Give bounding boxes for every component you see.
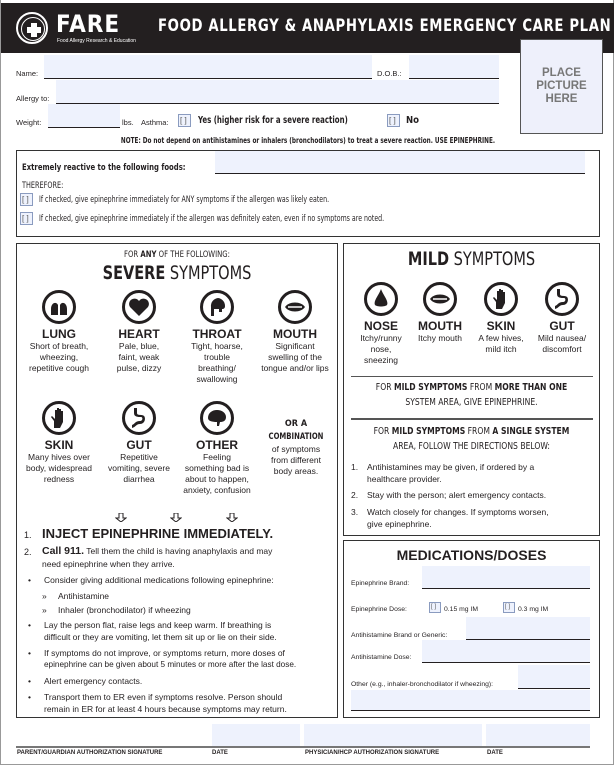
down-arrow-icon (170, 513, 182, 522)
asthma-no-label: No (406, 115, 420, 126)
dob-label: D.O.B.: (377, 69, 402, 78)
page-title: FOOD ALLERGY & ANAPHYLAXIS EMERGENCY CARE PLAN (158, 16, 612, 36)
antihist-dose-label: Antihistamine Dose: (351, 654, 412, 661)
weight-underline (48, 127, 120, 128)
text: OR A (284, 419, 308, 429)
antihist-dose-field[interactable] (422, 640, 590, 662)
dob-underline (409, 78, 499, 79)
text: sneezing (363, 355, 399, 365)
text: Tight, hoarse, (191, 341, 243, 351)
weight-unit: lbs. (122, 118, 134, 127)
asthma-yes-label: Yes (higher risk for a severe reaction) (198, 115, 348, 126)
text: swelling of the (268, 352, 322, 362)
text: diarrhea (123, 474, 155, 484)
text: wheezing, (39, 352, 79, 362)
text: THROAT (192, 327, 242, 341)
photo-line: PLACE (542, 67, 581, 79)
text: repetitive cough (28, 363, 89, 373)
symptom-text (177, 341, 257, 385)
text: MILD SYMPTOMS (393, 382, 468, 393)
text: COMBINATION (268, 432, 324, 442)
text: Itchy/runny (360, 333, 402, 343)
medications-title: MEDICATIONS/DOSES (396, 547, 547, 563)
symptom-text (177, 452, 257, 496)
symptom-text (257, 444, 335, 477)
antihist-dose-underline (422, 662, 590, 663)
severe-intro (27, 250, 326, 260)
dose-015-label: 0.15 mg IM (444, 606, 478, 613)
text: discomfort (542, 344, 582, 354)
call-911-step-line2: need epinephrine when they arrive. (42, 559, 175, 569)
text: Watch closely for changes. If symptoms worsen, (367, 507, 549, 517)
logo-subtitle: Food Allergy Research & Education (57, 38, 136, 44)
text: SKIN (486, 319, 516, 333)
inject-epinephrine-step: INJECT EPINEPHRINE IMMEDIATELY. (42, 526, 274, 541)
heart-icon (122, 290, 156, 324)
mouth-icon (423, 282, 457, 316)
other-underline (518, 688, 590, 689)
text: Stay with the person; alert emergency contacts. (367, 490, 547, 500)
text: ANY (140, 250, 157, 260)
text: healthcare provider. (367, 474, 442, 484)
text: Short of breath, (29, 341, 89, 351)
mouth-icon (278, 290, 312, 324)
asthma-label: Asthma: (141, 118, 169, 127)
text: Repetitive (120, 452, 158, 462)
definitely-eaten-label: If checked, give epinephrine immediately if the allergen was definitely eaten, even if no symptoms are noted. (39, 214, 385, 224)
text: nose, (370, 344, 392, 354)
parent-signature-label: PARENT/GUARDIAN AUTHORIZATION SIGNATURE (17, 750, 163, 756)
text: FROM (465, 426, 493, 437)
lung-icon (42, 290, 76, 324)
mild-single-system (362, 426, 580, 437)
symptom-text (253, 341, 337, 374)
dose-015-checkbox[interactable]: [ ] (429, 602, 441, 613)
text: If symptoms do not improve, or symptoms return, more doses of (44, 648, 285, 658)
text: Mild nausea/ (537, 333, 587, 343)
other-field[interactable] (518, 665, 590, 688)
date2-field[interactable] (486, 724, 590, 746)
therefore-label: THEREFORE: (22, 181, 64, 191)
text: difficult or they are vomiting, let them sit up or lie on their side. (44, 632, 277, 642)
text: Antihistamine (58, 591, 110, 601)
physician-signature-label: PHYSICIAN/HCP AUTHORIZATION SIGNATURE (305, 750, 440, 756)
text: vomiting, severe (108, 463, 170, 473)
nose-icon (364, 282, 398, 316)
symptom-text (19, 341, 99, 374)
weight-label: Weight: (16, 118, 42, 127)
text: faint, weak (118, 352, 160, 362)
gut-stomach-icon (122, 401, 156, 435)
text: body, widespread (26, 463, 92, 473)
physician-signature-field[interactable] (304, 724, 482, 746)
signature-line (16, 746, 590, 748)
photo-line: HERE (545, 93, 578, 105)
text: Itchy mouth (418, 333, 462, 343)
text: » (42, 605, 47, 615)
text: remain in ER for at least 4 hours because symptoms may return. (44, 704, 287, 714)
symptom-text (409, 333, 471, 344)
mild-single-system-line2: AREA, FOLLOW THE DIRECTIONS BELOW: (392, 441, 551, 452)
likely-eaten-label: If checked, give epinephrine immediately for ANY symptoms if the allergen was likely eaten. (39, 195, 330, 205)
epi-brand-field[interactable] (422, 566, 590, 588)
text: epinephrine can be given about 5 minutes or more after the last dose. (44, 660, 297, 669)
text: Lay the person flat, raise legs and keep warm. If breathing is (44, 620, 272, 630)
gut-stomach-icon (545, 282, 579, 316)
text: OF THE FOLLOWING: (156, 250, 230, 260)
name-label: Name: (16, 69, 39, 78)
symptom-text (99, 341, 179, 374)
step-number: 1. (24, 530, 32, 540)
text: body areas. (273, 466, 319, 476)
skin-hand-icon (42, 401, 76, 435)
likely-eaten-checkbox[interactable]: [ ] (20, 193, 33, 206)
photo-line: PICTURE (536, 80, 587, 92)
other-underline-2 (351, 710, 590, 711)
mild-title (362, 248, 580, 270)
severe-lung (19, 290, 99, 374)
text: SYMPTOMS (449, 248, 536, 270)
text: MILD (407, 248, 450, 270)
severe-mouth (253, 290, 337, 374)
epinephrine-note: NOTE: Do not depend on antihistamines or inhalers (bronchodilators) to treat a severe reaction. USE EPINEPHRINE. (120, 136, 496, 145)
text: Consider giving additional medications following epinephrine: (44, 575, 274, 585)
severe-skin (19, 401, 99, 485)
dose-03-label: 0.3 mg IM (518, 606, 549, 613)
text: anxiety, confusion (183, 485, 251, 495)
allergy-field[interactable] (56, 80, 499, 103)
text: HEART (118, 327, 160, 341)
text: • (28, 676, 31, 686)
text: OTHER (196, 438, 238, 452)
severe-heart (99, 290, 179, 374)
definitely-eaten-checkbox[interactable]: [ ] (20, 212, 33, 225)
text: GUT (549, 319, 575, 333)
text: about to happen, (185, 474, 249, 484)
photo-placeholder[interactable] (520, 39, 603, 134)
antihist-brand-field[interactable] (466, 617, 590, 639)
mild-more-than-one (362, 382, 580, 393)
mild-nose (351, 282, 411, 366)
allergy-label: Allergy to: (16, 94, 50, 103)
text: 1. (351, 462, 359, 472)
dose-03-checkbox[interactable]: [ ] (503, 602, 515, 613)
other-field-line2[interactable] (351, 690, 590, 710)
symptom-text (471, 333, 531, 355)
severe-combination (257, 418, 335, 477)
text: FOR (124, 250, 141, 260)
text: Pale, blue, (118, 341, 160, 351)
text: 2. (351, 490, 359, 500)
reactive-foods-field[interactable] (215, 151, 585, 173)
text: SYMPTOMS (165, 262, 252, 284)
severe-throat (177, 290, 257, 385)
text: GUT (126, 438, 152, 452)
text: mild itch (485, 344, 517, 354)
text: from different (271, 455, 321, 465)
text: • (28, 575, 31, 585)
symptom-text (19, 452, 99, 485)
text: Significant (275, 341, 315, 351)
logo-text: FARE (56, 10, 120, 38)
text: Alert emergency contacts. (44, 676, 143, 686)
epi-brand-underline (422, 588, 590, 589)
text: breathing/ (198, 363, 236, 373)
mild-skin (471, 282, 531, 355)
text: SKIN (44, 438, 74, 452)
text: MILD SYMPTOMS (391, 426, 466, 437)
text: • (28, 692, 31, 702)
down-arrow-icon (226, 513, 238, 522)
text: » (42, 591, 47, 601)
text: • (28, 648, 31, 658)
text: A SINGLE SYSTEM (492, 426, 570, 437)
text: of symptoms (271, 444, 321, 454)
antihist-brand-label: Antihistamine Brand or Generic: (351, 632, 448, 639)
text: give epinephrine. (367, 519, 432, 529)
asthma-yes-checkbox[interactable]: [ ] (178, 114, 191, 127)
text: Transport them to ER even if symptoms resolve. Person should (44, 692, 283, 702)
severe-gut (99, 401, 179, 485)
brain-icon (200, 401, 234, 435)
date2-label: DATE (487, 750, 503, 756)
step-number: 2. (24, 547, 32, 557)
text: LUNG (42, 327, 76, 341)
severe-title (27, 262, 326, 284)
dob-field[interactable] (409, 55, 499, 78)
severe-other (177, 401, 257, 496)
divider (351, 418, 593, 420)
text: Tell them the child is having anaphylaxis and may (84, 546, 273, 556)
text: tongue and/or lips (261, 363, 329, 373)
text: MOUTH (273, 327, 317, 341)
mild-more-than-one-line2: SYSTEM AREA, GIVE EPINEPHRINE. (405, 397, 538, 408)
text: FOR (375, 382, 394, 393)
text: FOR (373, 426, 392, 437)
mild-gut (531, 282, 593, 355)
throat-icon (200, 290, 234, 324)
epi-brand-label: Epinephrine Brand: (351, 580, 410, 587)
asthma-no-checkbox[interactable]: [ ] (387, 114, 400, 127)
weight-field[interactable] (48, 104, 120, 127)
down-arrow-icon (115, 513, 127, 522)
symptom-text (531, 333, 593, 355)
allergy-underline (56, 103, 499, 104)
text: trouble (204, 352, 230, 362)
symptom-text (351, 333, 411, 366)
mild-mouth (409, 282, 471, 344)
skin-hand-icon (484, 282, 518, 316)
epi-dose-label: Epinephrine Dose: (351, 606, 407, 613)
text: Inhaler (bronchodilator) if wheezing (58, 605, 191, 615)
text: redness (43, 474, 75, 484)
other-label: Other (e.g., inhaler-bronchodilator if wheezing): (351, 681, 494, 688)
text: 3. (351, 507, 359, 517)
text: • (28, 620, 31, 630)
date1-field[interactable] (212, 724, 300, 746)
fare-cross-icon (16, 12, 48, 44)
text: pulse, dizzy (116, 363, 162, 373)
text: MOUTH (418, 319, 462, 333)
reactive-foods-underline (215, 173, 585, 174)
text: MORE THAN ONE (494, 382, 568, 393)
date1-label: DATE (212, 750, 228, 756)
divider (351, 376, 593, 377)
name-field[interactable] (44, 55, 372, 78)
text: A few hives, (478, 333, 524, 343)
text: SEVERE (102, 262, 166, 284)
text: FROM (467, 382, 495, 393)
symptom-text (99, 452, 179, 485)
text: Many hives over (28, 452, 90, 462)
name-underline (44, 78, 372, 79)
fare-logo (16, 10, 146, 48)
text: Antihistamines may be given, if ordered by a (367, 462, 535, 472)
call-911-step (42, 545, 272, 557)
text: Call 911. (42, 545, 85, 557)
text: Feeling (203, 452, 231, 462)
text: NOSE (363, 319, 398, 333)
text: something bad is (184, 463, 250, 473)
text: swallowing (196, 374, 238, 384)
reactive-foods-label: Extremely reactive to the following foods: (22, 163, 186, 173)
